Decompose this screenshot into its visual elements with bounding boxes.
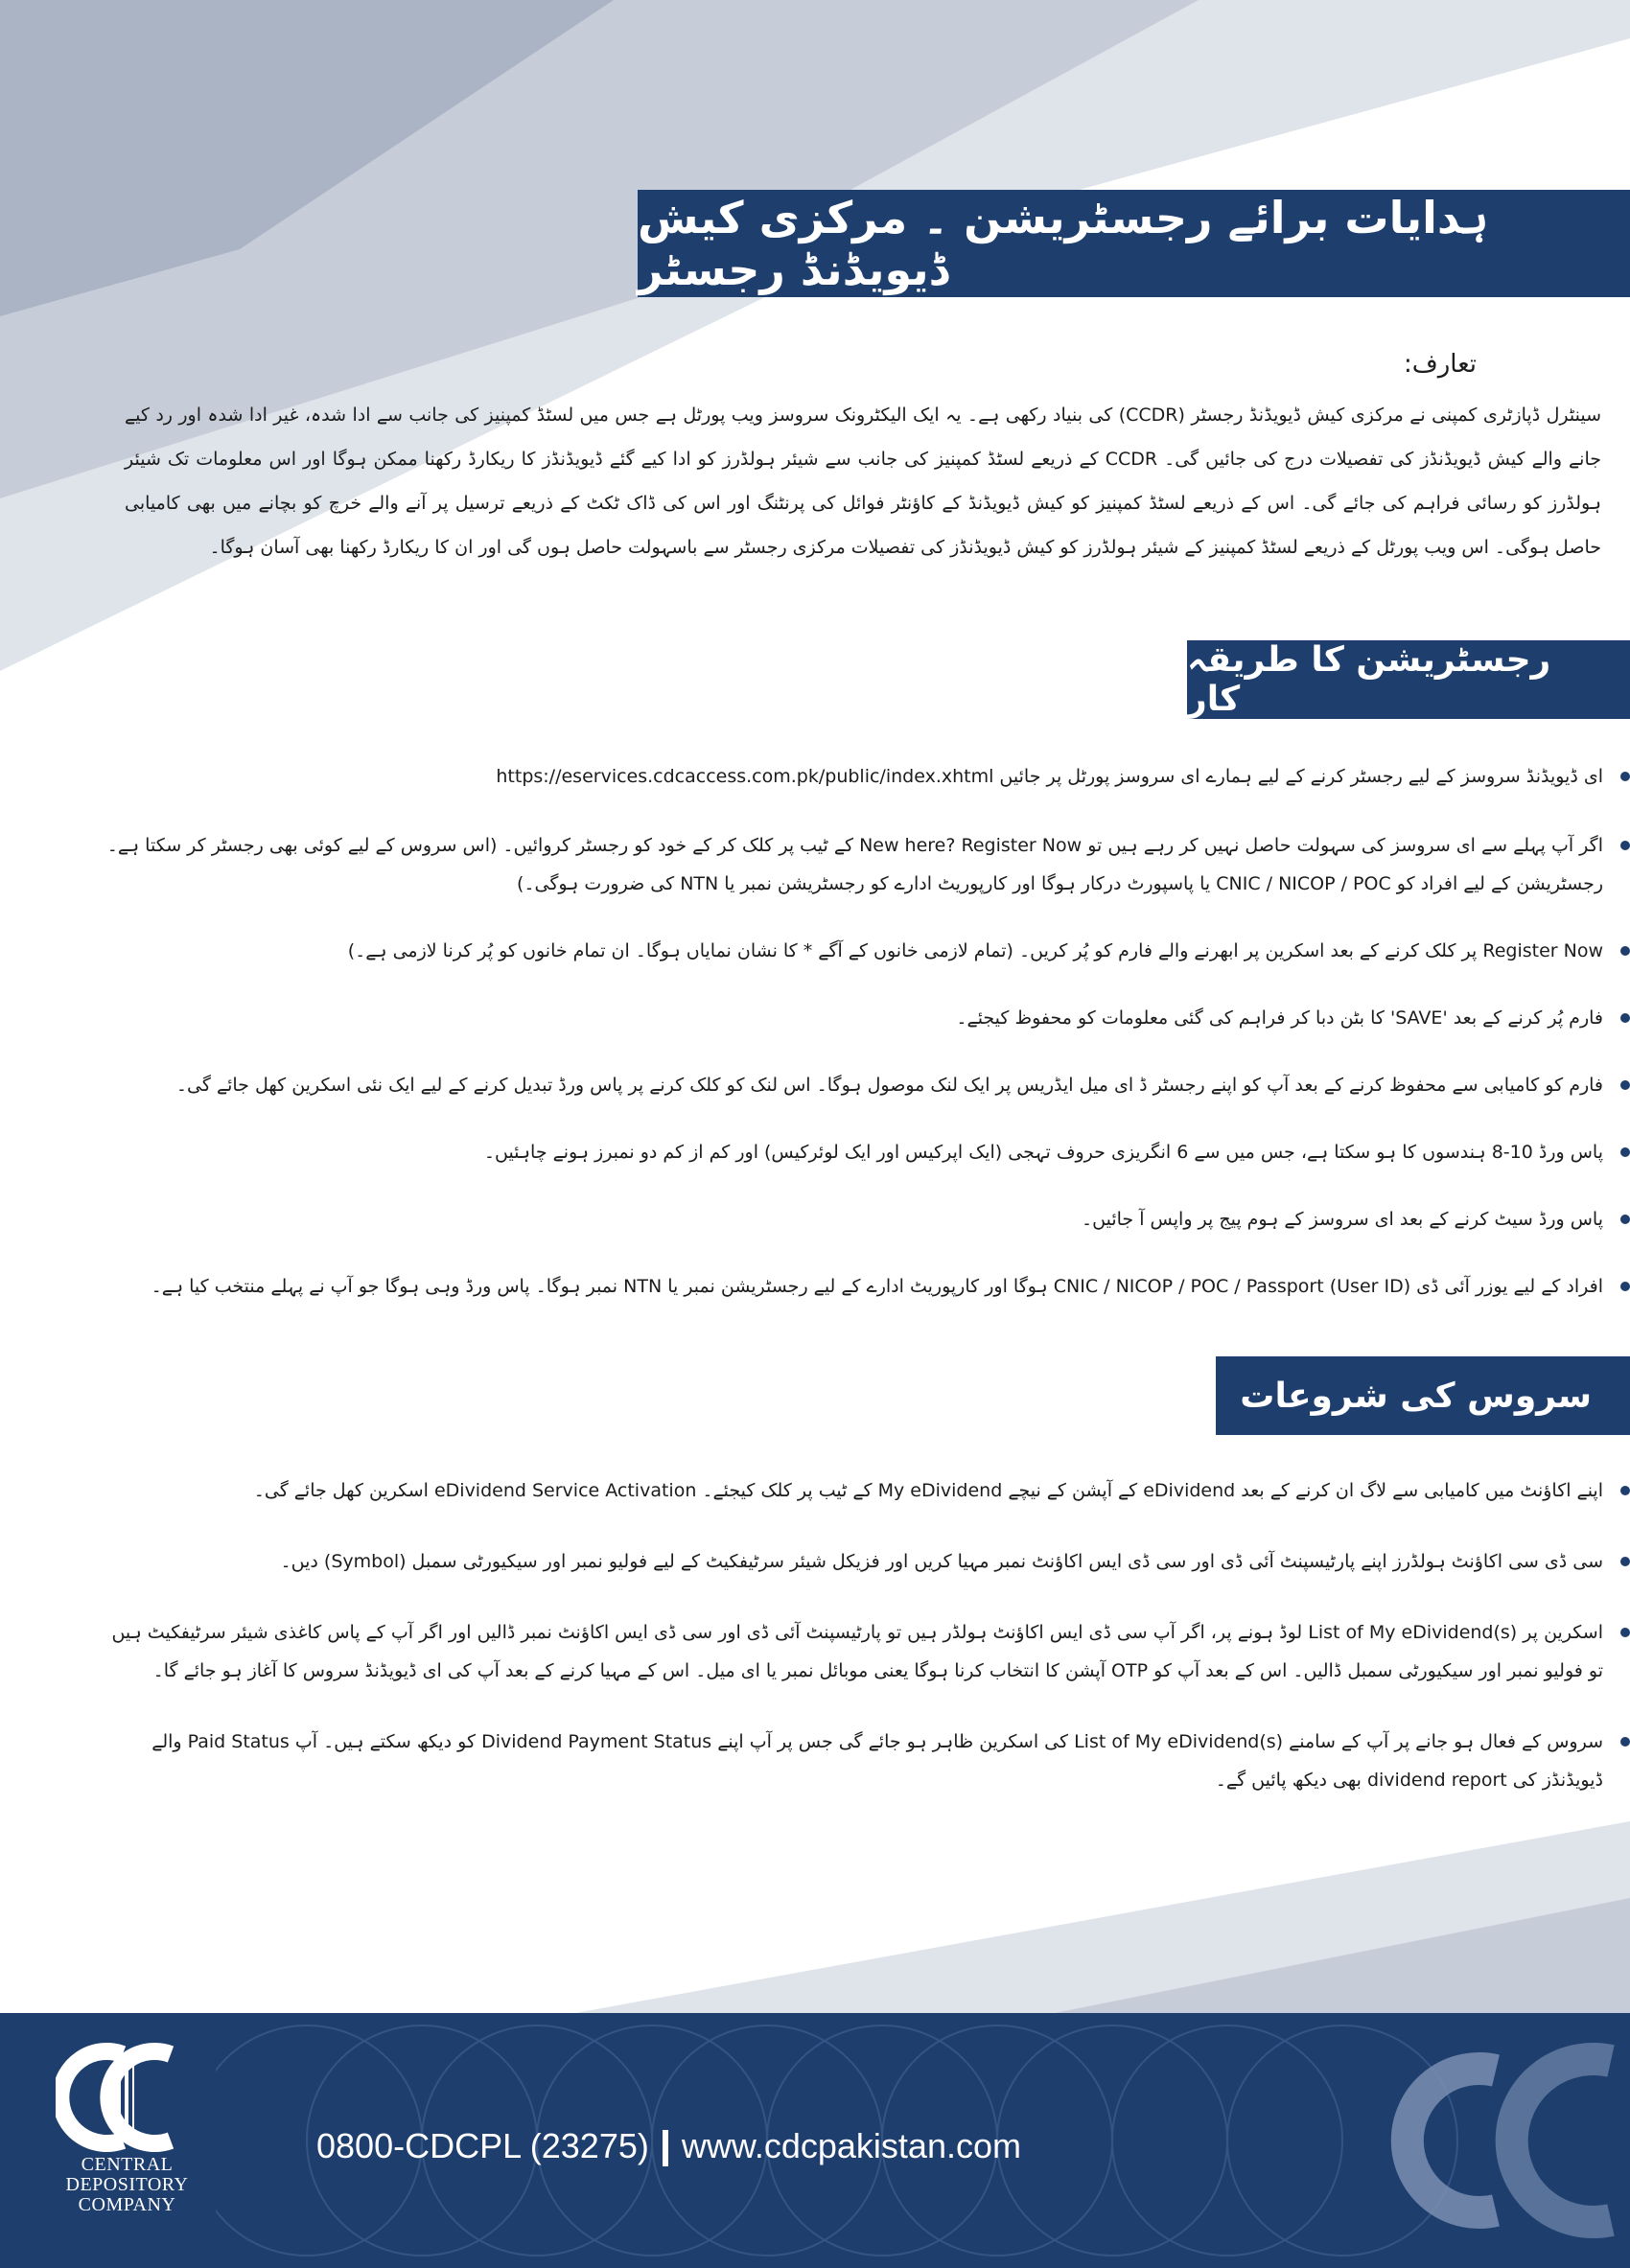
list-item: پاس ورڈ 10-8 ہندسوں کا ہو سکتا ہے، جس میں سے 6 انگریزی حروف تہجی (ایک اپرکیس اور ایک لوئرکیس) اور کم از کم دو نمبرز ہونے چاہئیں۔ [105, 1133, 1630, 1171]
bullet-icon [1620, 1486, 1630, 1495]
website-link[interactable]: www.cdcpakistan.com [681, 2126, 1021, 2165]
bullet-icon [1620, 946, 1630, 956]
logo-line: COMPANY [78, 2194, 176, 2215]
bullet-icon [1620, 841, 1630, 850]
list-item: Register Now پر کلک کرنے کے بعد اسکرین پر ابھرنے والے فارم کو پُر کریں۔ (تمام لازمی خانوں کے آگے * کا نشان نمایاں ہوگا۔ ان تمام خانوں کو پُر کرنا لازمی ہے۔) [105, 932, 1630, 970]
logo-line: CENTRAL [81, 2154, 174, 2175]
service-heading: سروس کی شروعات [1216, 1356, 1630, 1435]
intro-paragraph: سینٹرل ڈپازٹری کمپنی نے مرکزی کیش ڈیویڈنڈ رجسٹر (CCDR) کی بنیاد رکھی ہے۔ یہ ایک الیکٹرونک سروسز ویب پورٹل ہے جس میں لسٹڈ کمپنیز کی جانب سے ادا شدہ، غیر ادا شدہ اور رد کیے جانے والے کیش ڈیویڈنڈز کی تفصیلات درج کی جائیں گی۔ CCDR کے ذریعے لسٹڈ کمپنیز کی جانب سے شیئر ہولڈرز کو ادا کیے گئے ڈیویڈنڈز کا ریکارڈ رکھنا ممکن ہوگا اور اس معلومات تک شیئر ہولڈرز کو رسائی فراہم کی جائے گی۔ اس کے ذریعے لسٹڈ کمپنیز کو کیش ڈیویڈنڈ کے کاؤنٹر فوائل کی پرنٹنگ اور اس کی ڈاک ٹکٹ کے ذریعے ترسیل پر آنے والے خرچ کو بچانے میں بھی کامیابی حاصل ہوگی۔ اس ویب پورٹل کے ذریعے لسٹڈ کمپنیز کے شیئر ہولڈرز کو کیش ڈیویڈنڈز کی تفصیلات مرکزی رجسٹر سے باسہولت حاصل ہوں گی اور ان کا ریکارڈ رکھنا بھی آسان ہوگا۔ [125, 405, 1602, 558]
footer [0, 2013, 1630, 2268]
bullet-icon [1620, 1557, 1630, 1566]
divider [663, 2130, 668, 2166]
registration-steps [105, 757, 1630, 1306]
list-item: اسکرین پر List of My eDividend(s) لوڈ ہونے پر، اگر آپ سی ڈی ایس اکاؤنٹ ہولڈر ہیں تو پارٹیسپنٹ آئی ڈی اور سی ڈی ایس اکاؤنٹ نمبر ڈالیں اور اگر آپ کے پاس کاغذی شیئر سرٹیفکیٹ ہیں تو فولیو نمبر اور سیکیورٹی سمبل ڈالیں۔ اس کے بعد آپ کو OTP آپشن کا انتخاب کرنا ہوگا یعنی موبائل نمبر یا ای میل۔ اس کے مہیا کرنے کے بعد آپ کی ای ڈیویڈنڈ سروس کا آغاز ہو جائے گا۔ [105, 1613, 1630, 1690]
bullet-icon [1620, 1215, 1630, 1224]
cdc-logo [38, 2040, 216, 2241]
list-item: افراد کے لیے یوزر آئی ڈی (CNIC / NICOP / POC / Passport (User ID ہوگا اور کارپوریٹ ادارے کے لیے رجسٹریشن نمبر یا NTN نمبر ہوگا۔ پاس ورڈ وہی ہوگا جو آپ نے پہلے منتخب کیا ہے۔ [105, 1267, 1630, 1306]
list-item: پاس ورڈ سیٹ کرنے کے بعد ای سروسز کے ہوم پیج پر واپس آ جائیں۔ [105, 1200, 1630, 1238]
list-item: ای ڈیویڈنڈ سروسز کے لیے رجسٹر کرنے کے لیے ہمارے ای سروسز پورٹل پر جائیں https://eservices.cdcaccess.com.pk/public/index.xhtml [105, 757, 1630, 796]
bullet-icon [1620, 1737, 1630, 1747]
bullet-icon [1620, 1282, 1630, 1291]
cdc-logo-icon [56, 2040, 199, 2155]
bullet-icon [1620, 1147, 1630, 1157]
bullet-icon [1620, 1013, 1630, 1023]
phone-number: 0800-CDCPL (23275) [316, 2126, 649, 2165]
list-item: سروس کے فعال ہو جانے پر آپ کے سامنے List of My eDividend(s) کی اسکرین ظاہر ہو جائے گی جس پر آپ اپنے Dividend Payment Status کو دیکھ سکتے ہیں۔ آپ Paid Status والے ڈیویڈنڈز کی dividend report بھی دیکھ پائیں گے۔ [105, 1723, 1630, 1799]
bullet-icon [1620, 1628, 1630, 1637]
bullet-icon [1620, 772, 1630, 781]
registration-heading: رجسٹریشن کا طریقہ کار [1187, 640, 1630, 719]
bullet-icon [1620, 1080, 1630, 1090]
list-item: اگر آپ پہلے سے ای سروسز کی سہولت حاصل نہیں کر رہے ہیں تو New here? Register Now کے ٹیب پر کلک کر کے خود کو رجسٹر کروائیں۔ (اس سروس کے لیے کوئی بھی رجسٹر کر سکتا ہے۔ رجسٹریشن کے لیے افراد کو CNIC / NICOP / POC یا پاسپورٹ درکار ہوگا اور کارپوریٹ ادارے کو رجسٹریشن نمبر یا NTN کی ضرورت ہوگی۔) [105, 826, 1630, 903]
list-item: فارم کو کامیابی سے محفوظ کرنے کے بعد آپ کو اپنے رجسٹر ڈ ای میل ایڈریس پر ایک لنک موصول ہوگا۔ اس لنک کو کلک کرنے پر پاس ورڈ تبدیل کرنے کے لیے ایک نئی اسکرین کھل جائے گی۔ [105, 1066, 1630, 1104]
list-item: اپنے اکاؤنٹ میں کامیابی سے لاگ ان کرنے کے بعد eDividend کے آپشن کے نیچے My eDividend کے ٹیب پر کلک کیجئے۔ eDividend Service Activation اسکرین کھل جائے گی۔ [105, 1471, 1630, 1510]
list-item: سی ڈی سی اکاؤنٹ ہولڈرز اپنے پارٹیسپنٹ آئی ڈی اور سی ڈی ایس اکاؤنٹ نمبر مہیا کریں اور فزیکل شیئر سرٹیفکیٹ کے لیے فولیو نمبر اور سیکیورٹی سمبل (Symbol) دیں۔ [105, 1542, 1630, 1581]
logo-line: DEPOSITORY [65, 2174, 189, 2195]
list-item: فارم پُر کرنے کے بعد 'SAVE' کا بٹن دبا کر فراہم کی گئی معلومات کو محفوظ کیجئے۔ [105, 999, 1630, 1037]
service-steps [105, 1471, 1630, 1799]
intro-heading: تعارف: [1404, 350, 1477, 379]
page-title: ہدایات برائے رجسٹریشن ۔ مرکزی کیش ڈیویڈنڈ رجسٹر [638, 190, 1630, 297]
footer-contact [316, 2126, 1021, 2166]
